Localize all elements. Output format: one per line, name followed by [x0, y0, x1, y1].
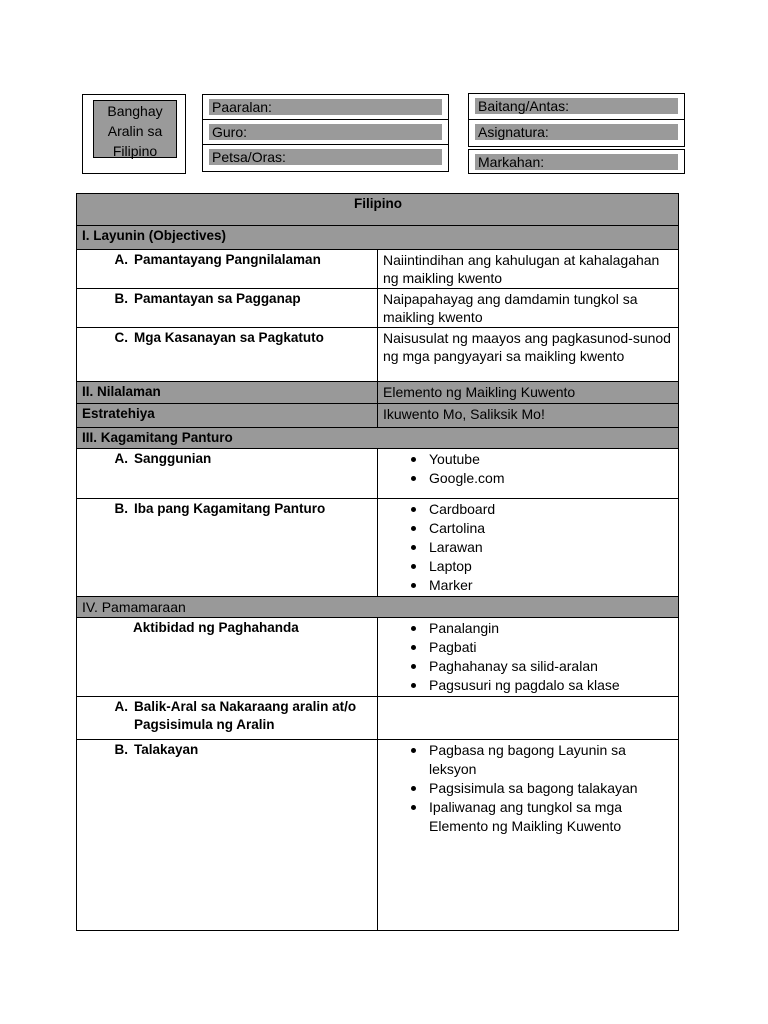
balik-aral-value — [378, 697, 679, 740]
title-line: Aralin sa — [107, 123, 163, 139]
objective-b-label — [77, 289, 378, 328]
item-label: Iba pang Kagamitang Panturo — [134, 501, 326, 516]
item-letter: B. — [114, 501, 128, 516]
objective-a-label — [77, 250, 378, 289]
list-item: Panalangin — [383, 619, 674, 638]
field-label: Paaralan: — [209, 99, 442, 115]
aktibidad-label: Aktibidad ng Paghahanda — [77, 618, 378, 697]
field-label: Guro: — [209, 124, 442, 140]
item-letter: B. — [114, 742, 128, 757]
iba-pa-list — [378, 499, 679, 597]
list-item: Larawan — [383, 538, 674, 557]
sanggunian-list — [378, 449, 679, 499]
item-letter: B. — [114, 291, 128, 306]
nilalaman-label: II. Nilalaman — [77, 382, 378, 404]
title-line: Filipino — [112, 143, 158, 159]
item-letter: A. — [114, 451, 128, 466]
list-item: Ipaliwanag ang tungkol sa mga Elemento ng Maikling Kuwento — [383, 798, 674, 836]
field-label: Asignatura: — [475, 124, 678, 140]
list-item: Laptop — [383, 557, 674, 576]
objective-c-value: Naisusulat ng maayos ang pagkasunod-sunod ng mga pangyayari sa maikling kwento — [378, 328, 679, 382]
class-info-fields — [468, 93, 685, 174]
field-paaralan[interactable] — [202, 94, 449, 120]
item-label: Pamantayang Pangnilalaman — [134, 252, 321, 267]
list-item: Paghahanay sa silid-aralan — [383, 657, 674, 676]
item-letter: A. — [114, 252, 128, 267]
list-item: Pagbasa ng bagong Layunin sa leksyon — [383, 741, 674, 779]
field-markahan[interactable] — [468, 149, 685, 174]
objective-b-value: Naipapahayag ang damdamin tungkol sa maikling kwento — [378, 289, 679, 328]
talakayan-list — [378, 740, 679, 931]
list-item: Cardboard — [383, 500, 674, 519]
sanggunian-label — [77, 449, 378, 499]
item-label: Mga Kasanayan sa Pagkatuto — [134, 330, 324, 345]
school-info-fields — [202, 94, 449, 172]
section-materials-header: III. Kagamitang Panturo — [77, 428, 679, 449]
section-objectives-header: I. Layunin (Objectives) — [77, 226, 679, 250]
item-label: Balik-Aral sa Nakaraang aralin at/o Pagsisimula ng Aralin — [134, 699, 357, 732]
estratehiya-label: Estratehiya — [77, 404, 378, 428]
subject-header: Filipino — [77, 194, 679, 226]
item-letter: A. — [114, 699, 128, 714]
list-item: Pagbati — [383, 638, 674, 657]
field-label: Petsa/Oras: — [209, 149, 442, 165]
title-line: Banghay — [107, 103, 163, 119]
lesson-plan-table — [76, 193, 679, 931]
item-label: Talakayan — [134, 742, 199, 757]
field-guro[interactable] — [202, 119, 449, 145]
list-item: Google.com — [383, 469, 674, 488]
talakayan-label — [77, 740, 378, 931]
field-asignatura[interactable] — [468, 119, 685, 147]
item-label: Sanggunian — [134, 451, 212, 466]
item-label: Pamantayan sa Pagganap — [134, 291, 301, 306]
list-item: Youtube — [383, 450, 674, 469]
section-procedure-header: IV. Pamamaraan — [77, 597, 679, 618]
objective-c-label — [77, 328, 378, 382]
iba-pa-label — [77, 499, 378, 597]
field-petsa-oras[interactable] — [202, 144, 449, 172]
objective-a-value: Naiintindihan ang kahulugan at kahalagahan ng maikling kwento — [378, 250, 679, 289]
list-item: Pagsusuri ng pagdalo sa klase — [383, 676, 674, 695]
estratehiya-value: Ikuwento Mo, Saliksik Mo! — [378, 404, 679, 428]
item-letter: C. — [114, 330, 128, 345]
field-label: Baitang/Antas: — [475, 98, 678, 114]
lesson-plan-title — [93, 100, 177, 158]
balik-aral-label — [77, 697, 378, 740]
list-item: Pagsisimula sa bagong talakayan — [383, 779, 674, 798]
title-box — [82, 94, 186, 174]
aktibidad-list — [378, 618, 679, 697]
list-item: Marker — [383, 576, 674, 595]
field-baitang-antas[interactable] — [468, 93, 685, 120]
field-label: Markahan: — [475, 154, 678, 170]
nilalaman-value: Elemento ng Maikling Kuwento — [378, 382, 679, 404]
list-item: Cartolina — [383, 519, 674, 538]
